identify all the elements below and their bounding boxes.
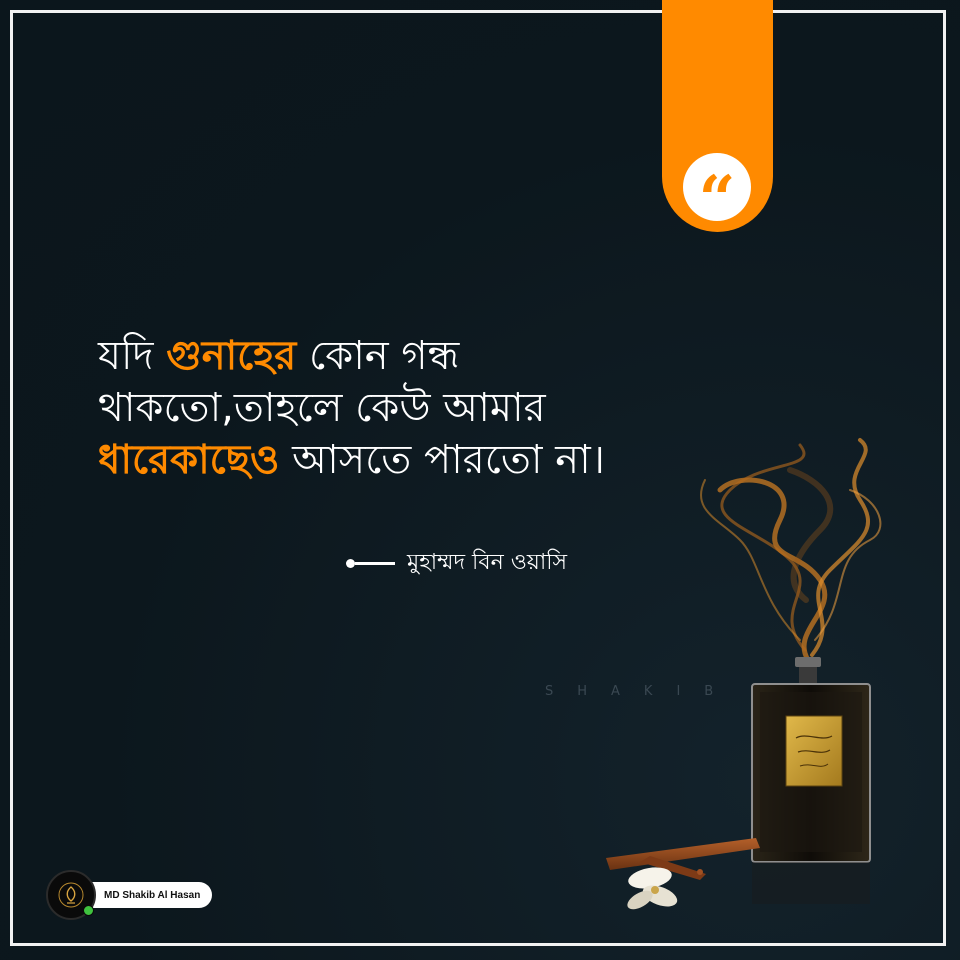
perfume-bottle-icon — [752, 657, 870, 904]
brand-name-pill[interactable] — [80, 882, 212, 908]
quote-line-1-start: যদি — [98, 333, 167, 379]
brand-badge[interactable] — [46, 870, 212, 920]
quote-text — [98, 330, 718, 486]
bullet-dot-icon — [346, 559, 355, 568]
logo-emblem-icon — [57, 881, 85, 909]
quote-highlight-1: গুনাহের — [166, 333, 297, 379]
author-name: মুহাম্মদ বিন ওয়াসি — [407, 549, 568, 575]
quote-highlight-2: ধারেকাছেও — [98, 437, 280, 483]
quote-icon: “ — [698, 162, 736, 237]
quote-line-1-end: কোন গন্ধ — [296, 333, 460, 379]
watermark: SHAKIB — [545, 684, 738, 699]
online-status-icon — [83, 905, 94, 916]
brand-name: MD Shakib Al Hasan — [104, 889, 201, 901]
quote-line-3 — [98, 434, 718, 486]
quote-line-1 — [98, 330, 718, 382]
dash-line — [355, 562, 395, 565]
cinnamon-stick-icon — [606, 838, 760, 880]
quote-line-3-end: আসতে পারতো না। — [279, 437, 605, 483]
attribution — [346, 548, 567, 578]
quote-line-2: থাকতো,তাহলে কেউ আমার — [98, 385, 546, 431]
smoke-icon — [701, 440, 880, 660]
flower-icon — [624, 864, 680, 913]
logo-icon — [46, 870, 96, 920]
